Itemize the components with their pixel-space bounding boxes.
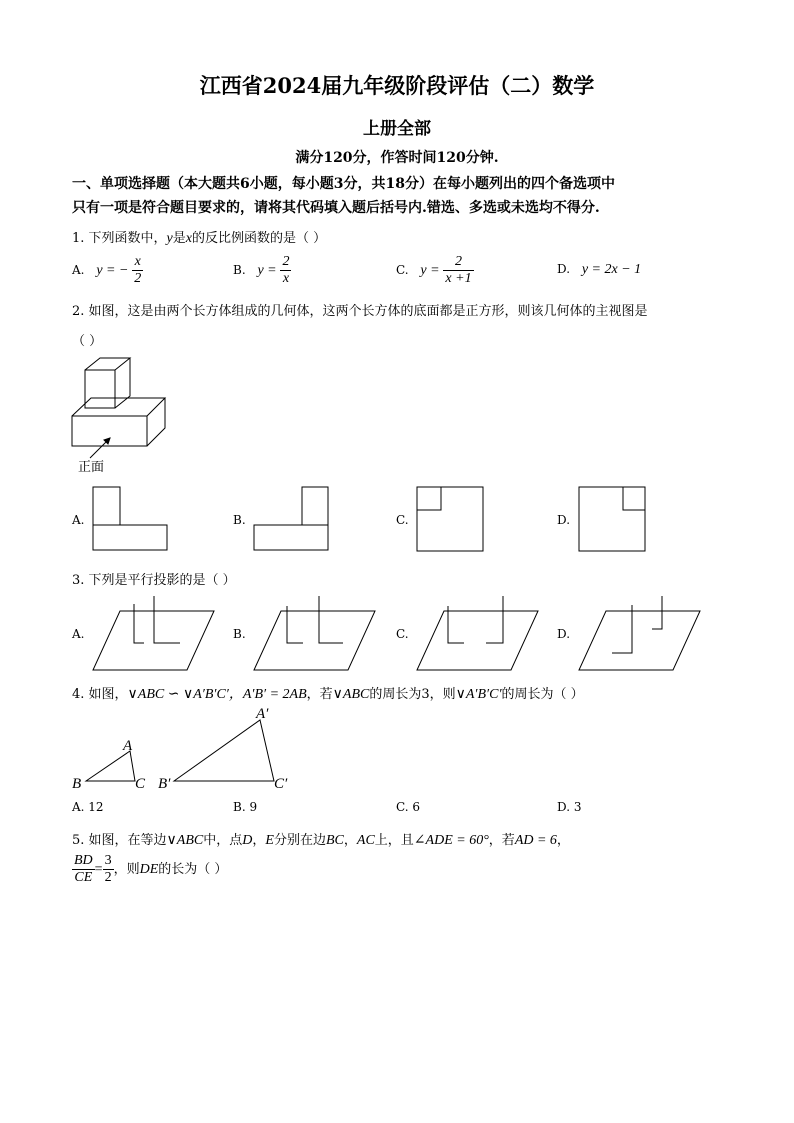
label-C: C (135, 776, 146, 792)
q3-option-d-label[interactable]: D. (557, 627, 571, 641)
q1-option-a[interactable]: A. y = − $\frac{x}{2}$ (72, 254, 142, 286)
q4-option-c[interactable]: C. 6 (396, 800, 421, 814)
question-5-stem-line1: 5. 如图，在等边∨ABC中，点D，E分别在边BC，AC上，且∠ADE = 60°，若AD = 6， (72, 833, 570, 848)
fraction-bd-ce: $\frac{BD}{CE}$ (74, 853, 93, 885)
q3-option-b-label[interactable]: B. (233, 627, 246, 641)
label-C-prime: C′ (274, 776, 288, 792)
front-label: 正面 (78, 460, 105, 475)
fraction-3-2: $\frac{3}{2}$ (104, 853, 112, 885)
fraction: $\frac{2}{x}$ (282, 254, 290, 286)
q2-option-b-label[interactable]: B. (233, 513, 246, 527)
q4-similar-triangles (70, 700, 310, 800)
q4-option-b[interactable]: B. 9 (233, 800, 258, 814)
label-A-prime: A′ (256, 706, 269, 722)
question-4-stem: 4. 如图，∨ABC ∽ ∨A′B′C′，A′B′ = 2AB，若∨ABC的周长为3，则∨A′B′C′的周长为（ ） (72, 687, 584, 702)
question-2-paren: （ ） (72, 334, 103, 349)
q2-option-a-figure[interactable] (92, 486, 172, 556)
exam-meta: 满分120分，作答时间120分钟. (295, 150, 499, 166)
q3-option-a-label[interactable]: A. (72, 627, 85, 641)
q3-option-c-label[interactable]: C. (396, 627, 409, 641)
label-B: B (72, 776, 82, 792)
question-3-stem: 3. 下列是平行投影的是（ ） (72, 573, 236, 588)
section-heading-line2: 只有一项是符合题目要求的，请将其代码填入题后括号内.错选、多选或未选均不得分. (72, 200, 600, 216)
q2-option-b-figure[interactable] (253, 486, 333, 556)
q1-option-c[interactable]: C. y = $\frac{2}{x +1}$ (396, 254, 472, 286)
q2-option-a-label[interactable]: A. (72, 513, 85, 527)
question-5-stem-line2: $\frac{BD}{CE}$ = $\frac{3}{2}$ ，则DE的长为（ ） (74, 853, 228, 885)
fraction: $\frac{2}{x +1}$ (445, 254, 472, 286)
q4-option-d[interactable]: D. 3 (557, 800, 582, 814)
q1-option-b[interactable]: B. y = $\frac{2}{x}$ (233, 254, 290, 286)
label-A: A (123, 738, 133, 754)
q4-option-a[interactable]: A. 12 (72, 800, 104, 814)
page-title: 江西省2024届九年级阶段评估（二）数学 (199, 73, 595, 98)
q3-option-c-figure[interactable] (416, 595, 541, 675)
page-subtitle: 上册全部 (363, 119, 431, 139)
label-B-prime: B′ (158, 776, 171, 792)
fraction: $\frac{x}{2}$ (134, 254, 142, 286)
section-heading-line1: 一、单项选择题（本大题共6小题，每小题3分，共18分）在每小题列出的四个备选项中 (72, 176, 615, 192)
question-2-stem: 2. 如图，这是由两个长方体组成的几何体，这两个长方体的底面都是正方形，则该几何体的主视图是 (72, 304, 648, 319)
q3-option-b-figure[interactable] (253, 595, 378, 675)
q2-solid-figure (60, 350, 180, 460)
q2-option-c-figure[interactable] (416, 486, 486, 556)
q3-option-d-figure[interactable] (578, 595, 703, 675)
question-1-stem: 1. 下列函数中，y是x的反比例函数的是（ ） (72, 231, 327, 246)
q2-option-d-label[interactable]: D. (557, 513, 571, 527)
q2-option-d-figure[interactable] (578, 486, 648, 556)
q3-option-a-figure[interactable] (92, 595, 217, 675)
q2-option-c-label[interactable]: C. (396, 513, 409, 527)
q1-option-d[interactable]: D. y = 2x − 1 (557, 262, 642, 277)
